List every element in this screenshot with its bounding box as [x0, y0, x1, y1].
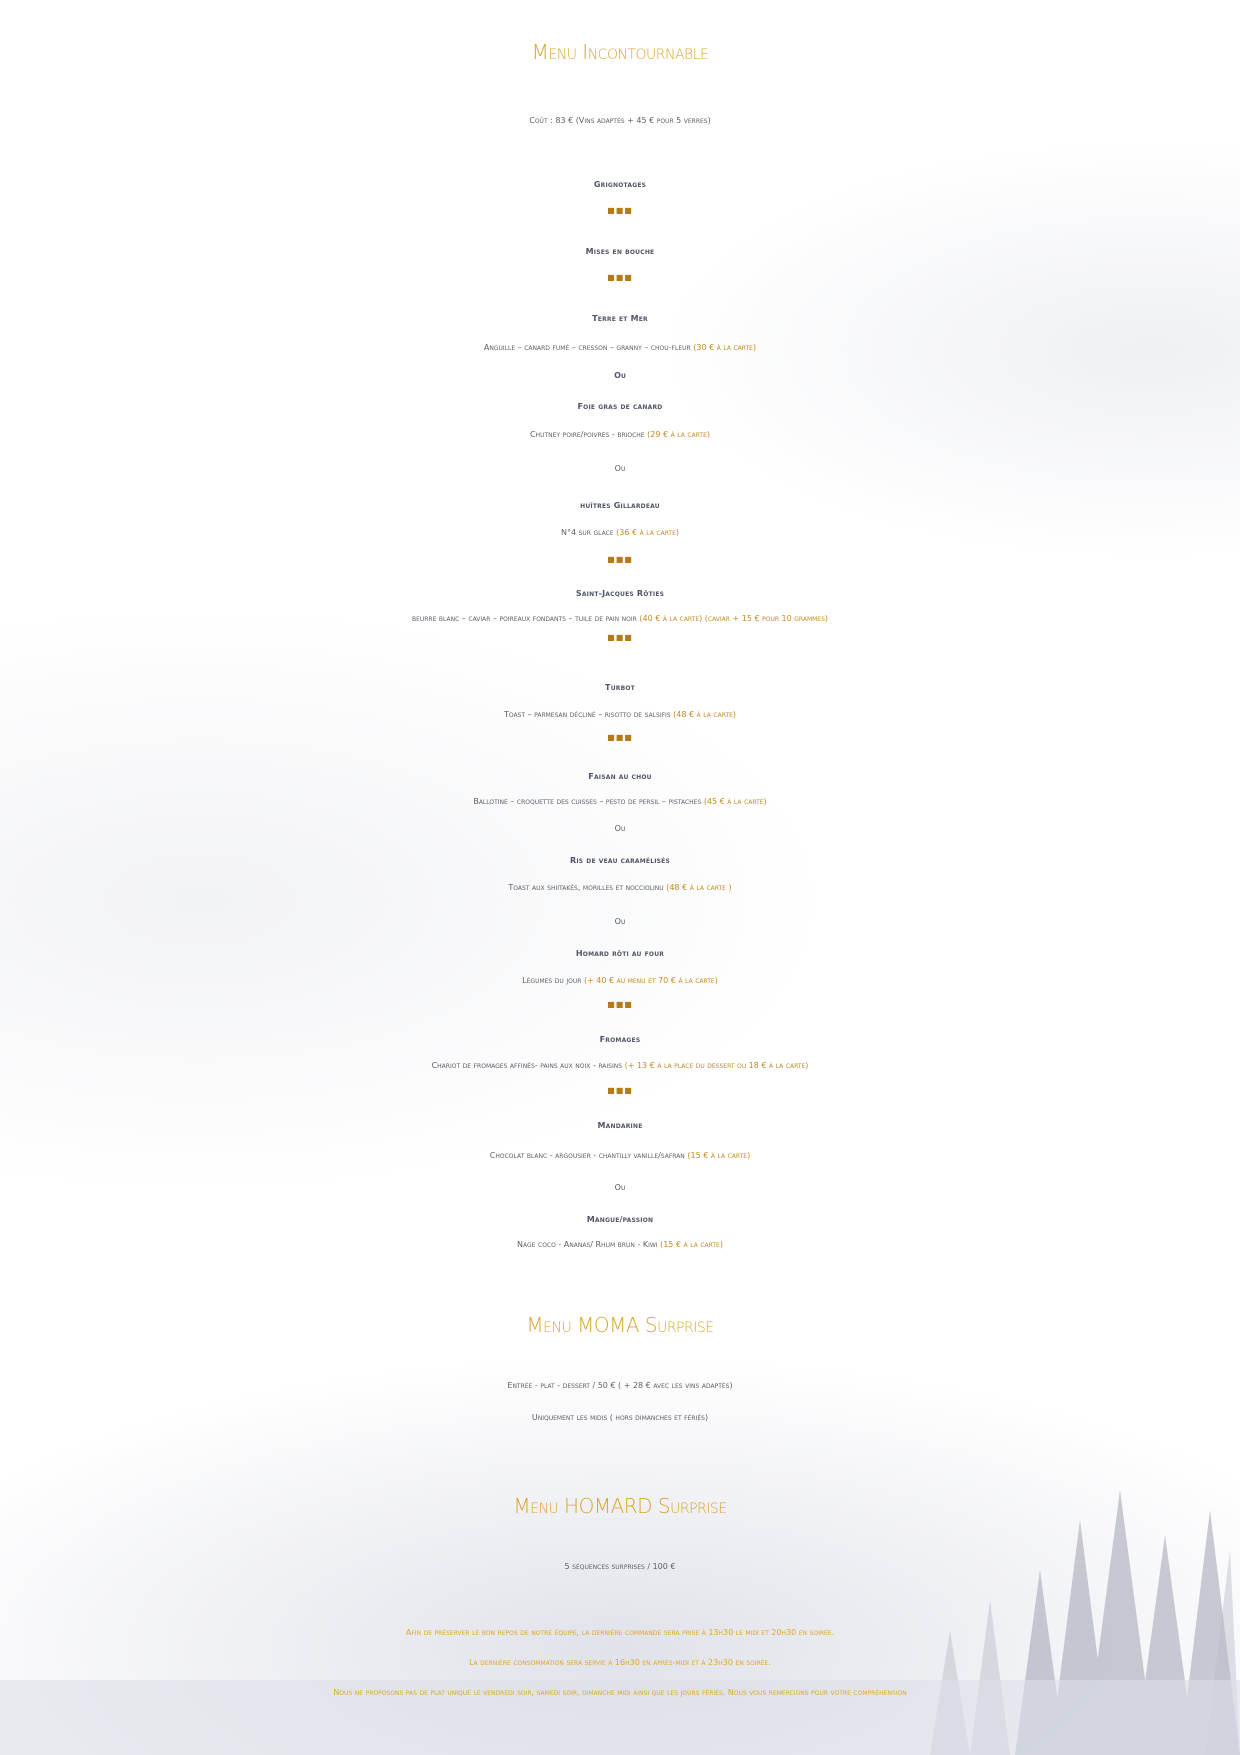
menu-moma-line1: Entrée - plat - dessert / 50 € ( + 28 € avec les vins adaptés) — [507, 1381, 733, 1390]
foie-gras-description — [0, 430, 1240, 439]
foie-gras-heading: Foie gras de canard — [577, 402, 663, 411]
dish-price: (30 € à la carte) — [693, 343, 757, 352]
dish-description: beurre blanc – caviar – poireaux fondants – tuile de pain noir — [411, 614, 637, 623]
separator-dots: ■■■ — [607, 633, 633, 642]
homard-description — [0, 976, 1240, 985]
dish-price: (29 € à la carte) — [647, 430, 711, 439]
dish-description: Anguille – canard fumé – cresson – granny – chou-fleur — [483, 343, 691, 352]
dish-description: Chariot de fromages affinés- pains aux noix - raisins — [431, 1061, 623, 1070]
separator-dots: ■■■ — [607, 206, 633, 215]
menu-moma-title: Menu MOMA Surprise — [526, 1313, 714, 1337]
fromages-heading: Fromages — [599, 1035, 641, 1044]
or-separator: Ou — [614, 917, 626, 926]
menu-incontournable-cost: Coût : 83 € (Vins adaptés + 45 € pour 5 verres) — [529, 116, 711, 125]
huitres-heading: huîtres Gillardeau — [580, 501, 660, 510]
mises-en-bouche-heading: Mises en bouche — [585, 247, 655, 256]
fromages-description — [0, 1061, 1240, 1070]
separator-dots: ■■■ — [607, 555, 633, 564]
or-separator: Ou — [614, 464, 626, 473]
separator-dots: ■■■ — [607, 1000, 633, 1009]
mangue-description — [0, 1240, 1240, 1249]
footer-note: Afin de préserver le bon repos de notre équipe, la dernière commande sera prise à 13h30 le midi et 20h30 en soirée. — [405, 1628, 835, 1637]
menu-moma-line2: Uniquement les midis ( hors dimanches et fériés) — [531, 1413, 709, 1422]
faisan-heading: Faisan au chou — [588, 772, 652, 781]
menu-homard-line1: 5 séquences surprises / 100 € — [564, 1562, 676, 1571]
dish-price: (15 € à la carte) — [660, 1240, 723, 1249]
mandarine-heading: Mandarine — [597, 1121, 643, 1130]
mangue-heading: Mangue/passion — [586, 1215, 654, 1224]
mandarine-description — [0, 1151, 1240, 1160]
dish-description: Chocolat blanc - argousier - chantilly vanille/safran — [489, 1151, 685, 1160]
terre-et-mer-heading: Terre et Mer — [592, 314, 648, 323]
dish-price: (48 € à la carte ) — [666, 883, 732, 892]
dish-description: Chutney poire/poivres - brioche — [529, 430, 645, 439]
dish-description: Toast aux shiitakés, morilles et nocciolinu — [508, 883, 664, 892]
dish-price: (40 € à la carte) (caviar + 15 € pour 10 grammes) — [639, 614, 829, 623]
menu-incontournable-title: Menu Incontournable — [531, 40, 709, 64]
separator-dots: ■■■ — [607, 273, 633, 282]
turbot-heading: Turbot — [605, 683, 635, 692]
dish-description: Nage coco - Ananas/ Rhum brun - Kiwi — [517, 1240, 658, 1249]
dish-price: (48 € à la carte) — [673, 710, 737, 719]
dish-price: (36 € à la carte) — [616, 528, 680, 537]
dish-price: (+ 40 € au menu et 70 € à la carte) — [583, 976, 718, 985]
dish-price: (+ 13 € à la place du dessert ou 18 € à la carte) — [624, 1061, 809, 1070]
homard-heading: Homard rôti au four — [575, 949, 665, 958]
separator-dots: ■■■ — [607, 1086, 633, 1095]
dish-description: Ballotine – croquette des cuisses – pesto de persil – pistaches — [473, 797, 702, 806]
footer-note: La dernière consommation sera servie à 16h30 en après-midi et à 23h30 en soirée. — [469, 1658, 771, 1667]
dish-description: Toast – parmesan décliné – risotto de salsifis — [503, 710, 671, 719]
saint-jacques-description — [0, 614, 1240, 623]
separator-dots: ■■■ — [607, 733, 633, 742]
terre-et-mer-description — [0, 343, 1240, 352]
dish-price: (45 € à la carte) — [703, 797, 767, 806]
footer-note: Nous ne proposons pas de plat unique le vendredi soir, samedi soir, dimanche midi ainsi que les jours fériés. Nous vous remercions pour votre compréhension — [333, 1688, 907, 1697]
huitres-description — [0, 528, 1240, 537]
ris-de-veau-heading: Ris de veau caramélisés — [570, 856, 670, 865]
forest-illustration — [0, 1480, 1240, 1755]
or-separator: Ou — [614, 1183, 626, 1192]
dish-price: (15 € à la carte) — [687, 1151, 751, 1160]
menu-homard-title: Menu HOMARD Surprise — [513, 1494, 727, 1518]
or-separator: Ou — [614, 824, 626, 833]
dish-description: N°4 sur glace — [560, 528, 614, 537]
faisan-description — [0, 797, 1240, 806]
ris-de-veau-description — [0, 883, 1240, 892]
or-separator: Ou — [614, 371, 626, 380]
dish-description: Légumes du jour — [522, 976, 582, 985]
turbot-description — [0, 710, 1240, 719]
saint-jacques-heading: Saint-Jacques Rôties — [575, 589, 665, 598]
grignotages-heading: Grignotages — [593, 180, 647, 189]
